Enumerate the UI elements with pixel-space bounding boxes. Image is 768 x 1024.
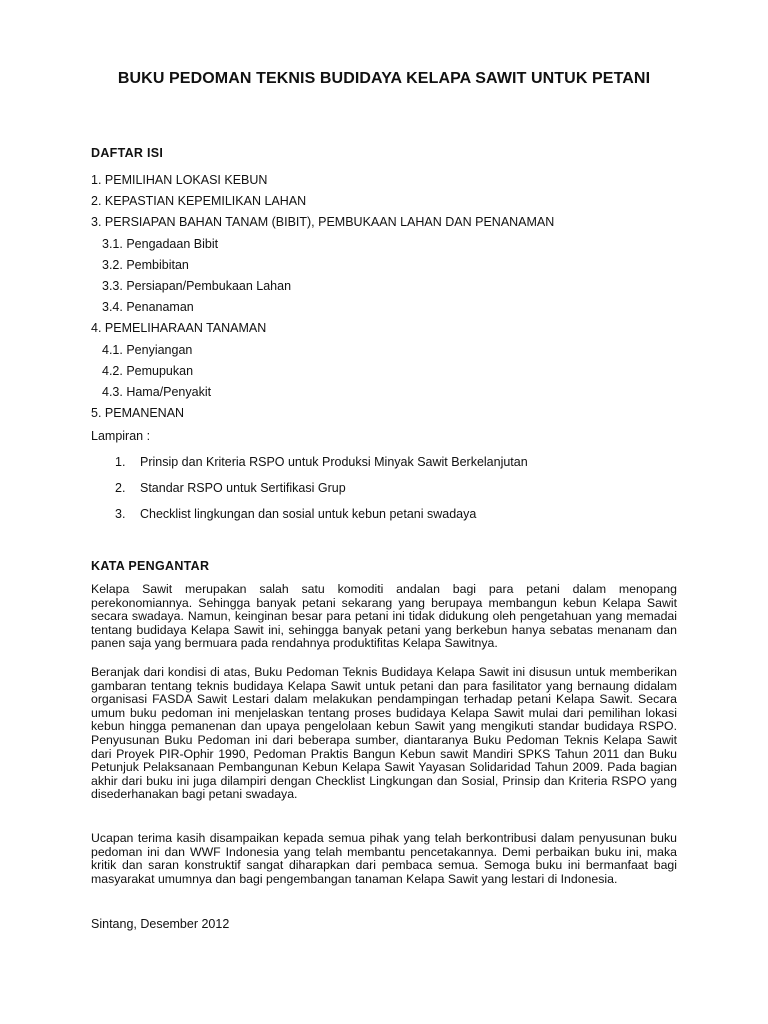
closing-place-date: Sintang, Desember 2012: [91, 917, 230, 931]
toc-item: 5. PEMANENAN: [91, 406, 185, 420]
toc-subitem: 4.1. Penyiangan: [102, 343, 193, 357]
toc-item: 4. PEMELIHARAAN TANAMAN: [91, 321, 267, 335]
appendix-number: 3.: [115, 507, 126, 521]
appendix-number: 1.: [115, 455, 126, 469]
appendix-number: 2.: [115, 481, 126, 495]
appendix-text: Checklist lingkungan dan sosial untuk kebun petani swadaya: [140, 507, 477, 521]
toc-subitem: 3.4. Penanaman: [102, 300, 194, 314]
document-title: BUKU PEDOMAN TEKNIS BUDIDAYA KELAPA SAWIT UNTUK PETANI: [117, 70, 651, 87]
toc-heading: DAFTAR ISI: [91, 146, 164, 160]
appendix-text: Prinsip dan Kriteria RSPO untuk Produksi Minyak Sawit Berkelanjutan: [140, 455, 528, 469]
appendix-item: [115, 455, 528, 469]
foreword-heading: KATA PENGANTAR: [91, 559, 210, 573]
toc-subitem: 4.3. Hama/Penyakit: [102, 385, 212, 399]
appendix-text: Standar RSPO untuk Sertifikasi Grup: [140, 481, 346, 495]
toc-item: 1. PEMILIHAN LOKASI KEBUN: [91, 173, 268, 187]
appendix-label: Lampiran :: [91, 429, 151, 443]
foreword-paragraph: Ucapan terima kasih disampaikan kepada semua pihak yang telah berkontribusi dalam penyusunan buku pedoman ini dan WWF Indonesia yang telah membantu pencetakannya. Demi perbaikan buku ini, maka kritik dan saran konstruktif sangat diharapkan dari pembaca semua. Semoga buku ini bermanfaat bagi masyarakat umumnya dan bagi pengembangan tanaman Kelapa Sawit yang lestari di Indonesia.: [91, 831, 677, 886]
appendix-item: [115, 507, 476, 521]
toc-subitem: 3.2. Pembibitan: [102, 258, 189, 272]
toc-item: 3. PERSIAPAN BAHAN TANAM (BIBIT), PEMBUKAAN LAHAN DAN PENANAMAN: [91, 215, 555, 229]
foreword-paragraph: Kelapa Sawit merupakan salah satu komoditi andalan bagi para petani dalam menopang perekonomiannya. Sehingga banyak petani sekarang yang berupaya membangun kebun Kelapa Sawit secara swadaya. Namun, keinginan besar para petani ini tidak didukung oleh pengetahuan yang memadai tentang budidaya Kelapa Sawit ini, sehingga banyak petani yang berkebun hanya sebatas menanam dan panen saja yang bermuara pada rendahnya produktifitas Kelapa Sawitnya.: [91, 582, 677, 651]
foreword-paragraph: Beranjak dari kondisi di atas, Buku Pedoman Teknis Budidaya Kelapa Sawit ini disusun untuk memberikan gambaran tentang teknis budidaya Kelapa Sawit untuk petani dan para fasilitator yang bernaung didalam organisasi FASDA Sawit Lestari dalam melakukan pendampingan terhadap petani Kelapa Sawit. Secara umum buku pedoman ini menjelaskan tentang proses budidaya Kelapa Sawit mulai dari pemilihan lokasi kebun hingga pemanenan dan upaya pengelolaan kebun Sawit yang mengikuti standar budidaya RSPO. Penyusunan Buku Pedoman ini dari beberapa sumber, diantaranya Buku Pedoman Teknis Kelapa Sawit dari Proyek PIR-Ophir 1990, Pedoman Praktis Bangun Kebun sawit Mandiri SPKS Tahun 2011 dan Buku Petunjuk Pelaksanaan Pembangunan Kebun Kelapa Sawit Yayasan Solidaridad Tahun 2009. Pada bagian akhir dari buku ini juga dilampiri dengan Checklist Lingkungan dan Sosial, Prinsip dan Kriteria RSPO yang disederhanakan bagi petani swadaya.: [91, 665, 677, 802]
toc-subitem: 3.1. Pengadaan Bibit: [102, 237, 219, 251]
toc-subitem: 3.3. Persiapan/Pembukaan Lahan: [102, 279, 292, 293]
toc-subitem: 4.2. Pemupukan: [102, 364, 194, 378]
appendix-item: [115, 481, 346, 495]
toc-item: 2. KEPASTIAN KEPEMILIKAN LAHAN: [91, 194, 307, 208]
